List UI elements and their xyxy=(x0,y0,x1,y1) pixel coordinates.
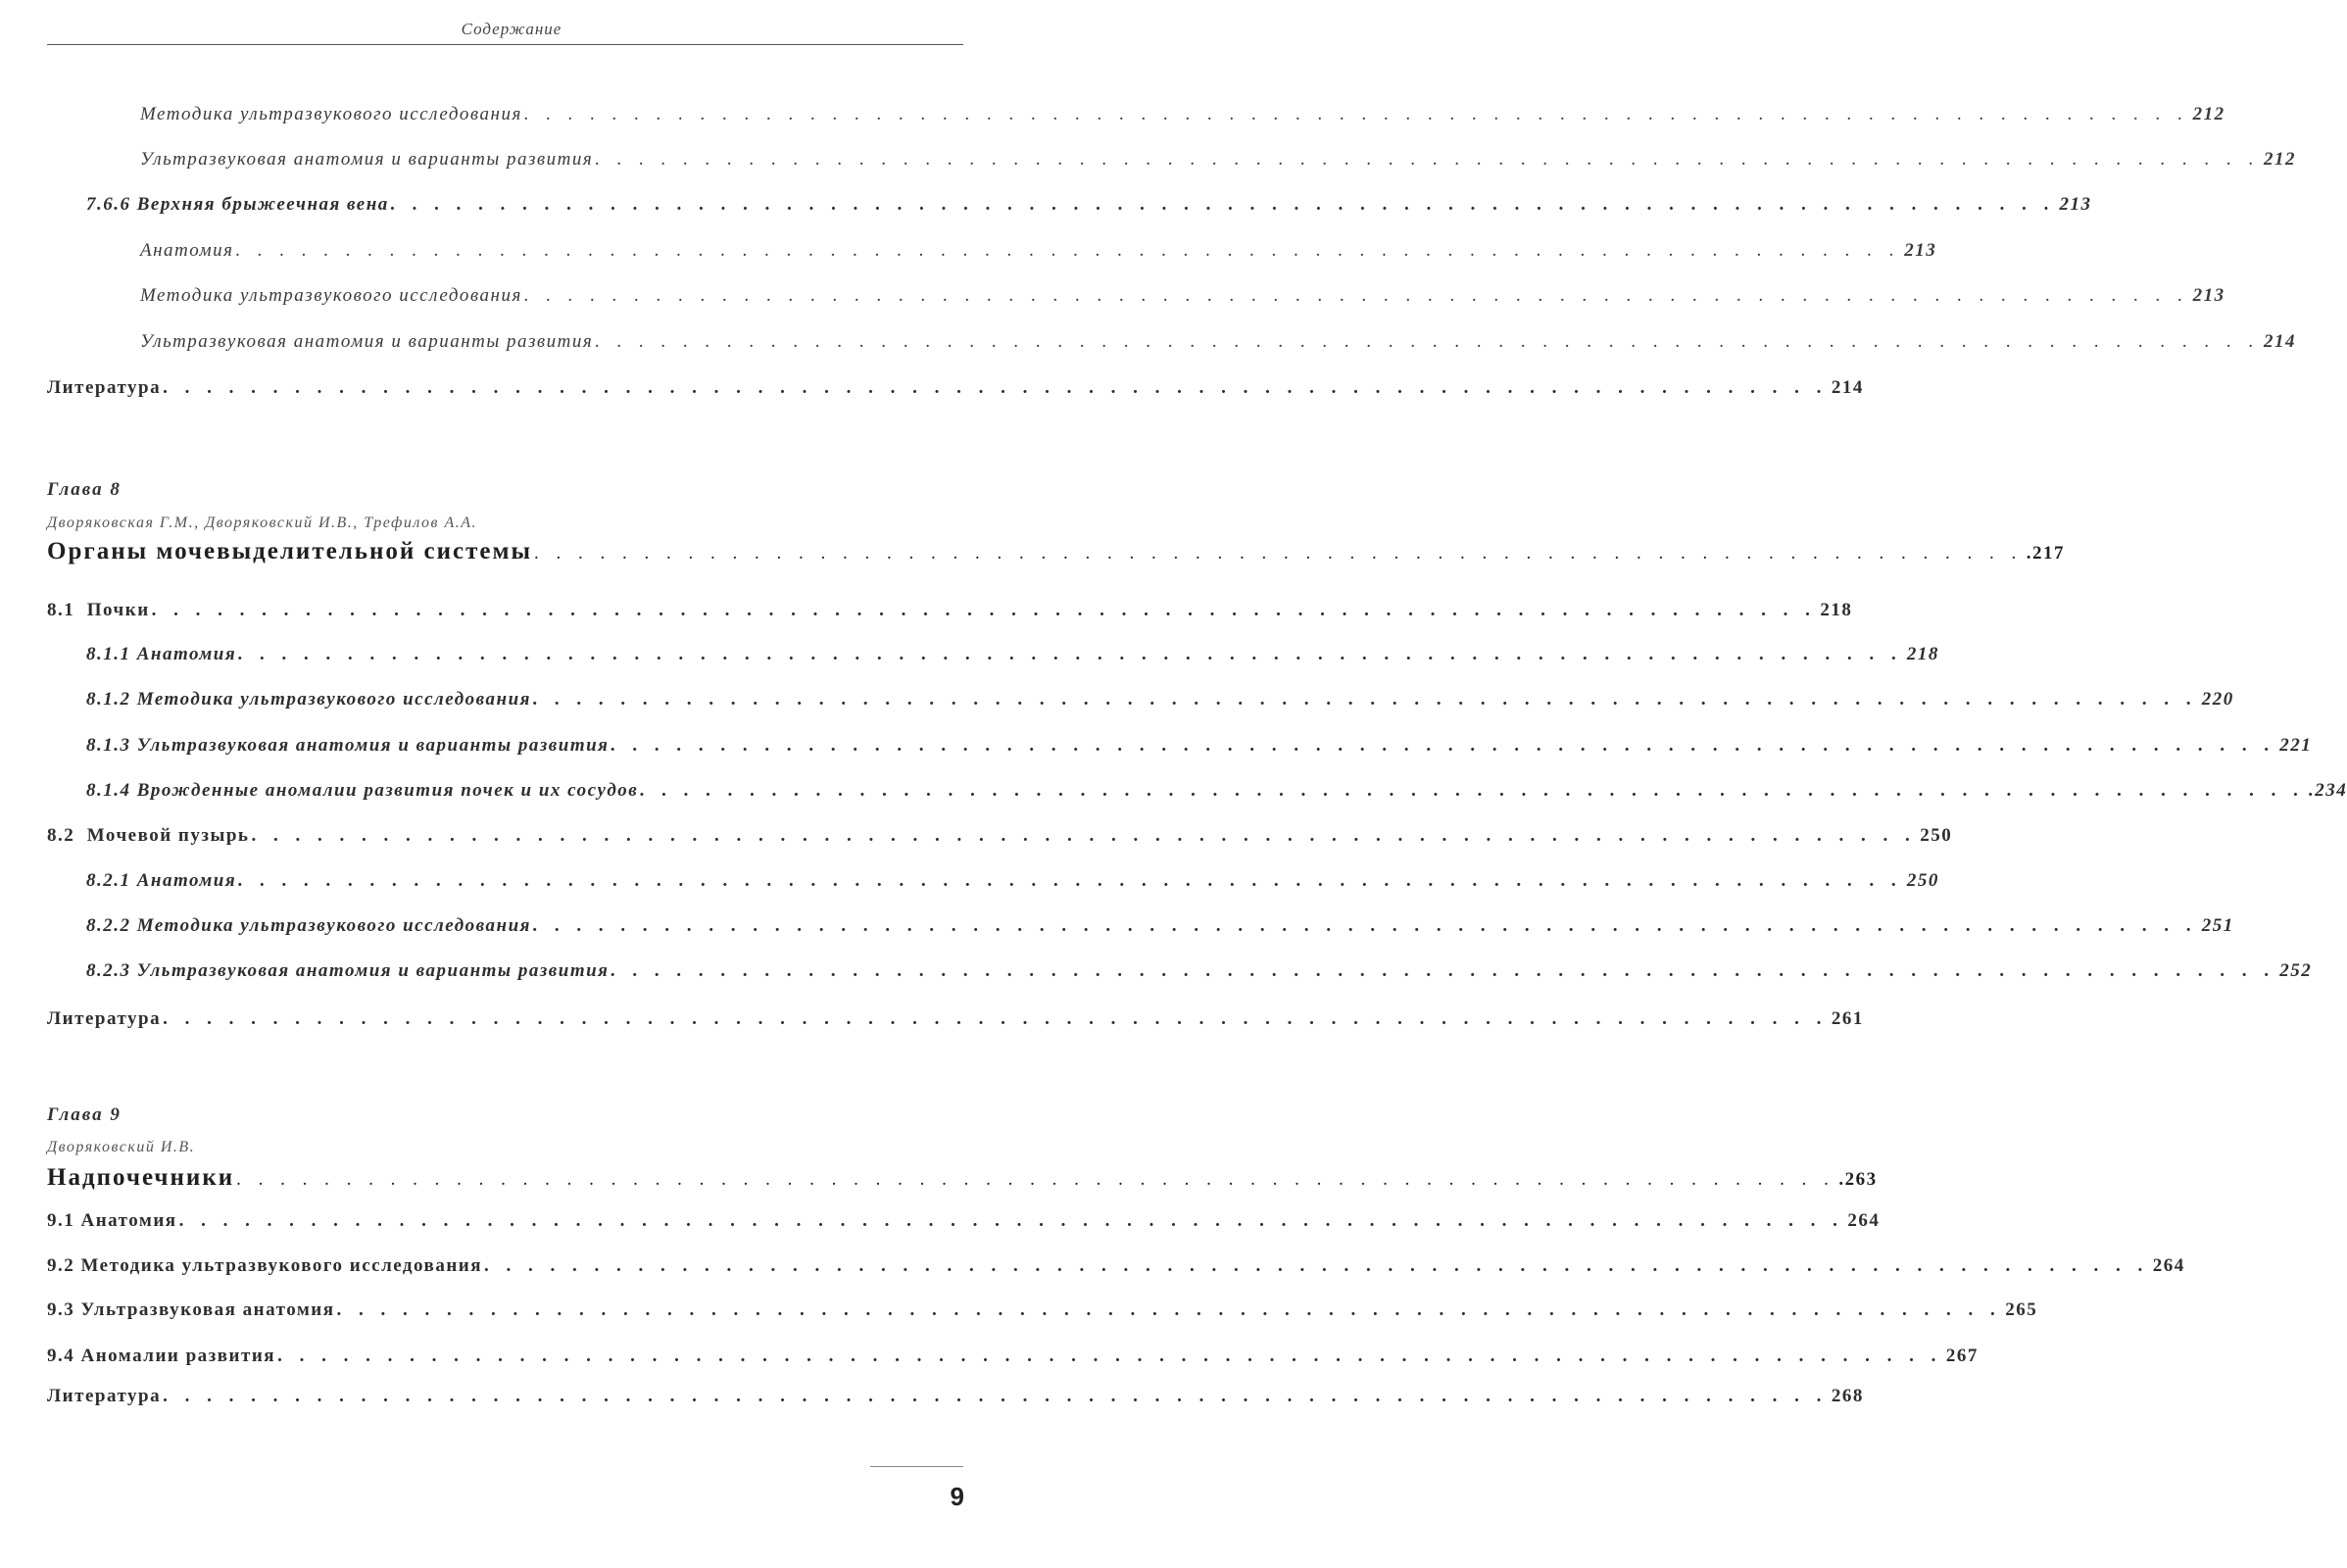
toc-entry-title: 9.2 Методика ультразвукового исследования xyxy=(47,1255,482,1276)
toc-entry-title: Анатомия xyxy=(140,240,234,261)
toc-entry-page: 214 xyxy=(1831,377,1864,398)
chapter-authors: Дворяковский И.В. xyxy=(47,1139,196,1155)
toc-entry xyxy=(47,1299,2038,1321)
toc-entry-title: 8.2.3 Ультразвуковая анатомия и варианты развития xyxy=(86,960,610,981)
leader-dots: . . . . . . . . . . . . . . . . . . . . . . . . . . . . . . . . . . . . . . . . . . . . . . . . . . . . . . . . . . . . . . . . . . . . . . . . . . . . xyxy=(178,1210,1844,1231)
toc-entry xyxy=(86,735,2313,757)
leader-dots: . . . . . . . . . . . . . . . . . . . . . . . . . . . . . . . . . . . . . . . . . . . . . . . . . . . . . . . . . . . . . . . . . . . . . . . . . . . . xyxy=(235,240,1901,261)
toc-entry-literature xyxy=(47,1008,1864,1030)
leader-dots: . . . . . . . . . . . . . . . . . . . . . . . . . . . . . . . . . . . . . . . . . . . . . . . . . . . . . . . . . . . . . . . . . . . . . . . . . . . . xyxy=(163,1386,1828,1406)
leader-dots: . . . . . . . . . . . . . . . . . . . . . . . . . . . . . . . . . . . . . . . . . . . . . . . . . . . . . . . . . . . . . . . . . . . . . . . . . . . . xyxy=(151,600,1817,620)
toc-entry-title: Литература xyxy=(47,1386,162,1406)
leader-dots: . . . . . . . . . . . . . . . . . . . . . . . . . . . . . . . . . . . . . . . . . . . . . . . . . . . . . . . . . . . . . . . . . . . . . . . . . . . . xyxy=(595,149,2260,170)
leader-dots: . . . . . . . . . . . . . . . . . . . . . . . . . . . . . . . . . . . . . . . . . . . . . . . . . . . . . . . . . . . . . . . . . . . . . . . . . . . . xyxy=(523,285,2189,306)
toc-entry xyxy=(47,600,1853,621)
folio-rule xyxy=(870,1466,963,1467)
toc-entry-title: 8.2.2 Методика ультразвукового исследования xyxy=(86,915,531,936)
toc-entry-page: 212 xyxy=(2263,149,2296,170)
toc-entry xyxy=(140,104,2225,125)
leader-dots: . . . . . . . . . . . . . . . . . . . . . . . . . . . . . . . . . . . . . . . . . . . . . . . . . . . . . . . . . . . . . . . . . . . . . . . . . . . . xyxy=(640,780,2305,801)
toc-entry-literature xyxy=(47,377,1864,399)
toc-entry-page: 214 xyxy=(2263,331,2296,352)
toc-entry xyxy=(86,644,1939,665)
toc-entry xyxy=(47,1210,1881,1232)
toc-entry-title: 8.1 Почки xyxy=(47,600,150,620)
toc-entry xyxy=(86,194,2092,216)
leader-dots: . . . . . . . . . . . . . . . . . . . . . . . . . . . . . . . . . . . . . . . . . . . . . . . . . . . . . . . . . . . . . . . . . . . . . . . . . . . . xyxy=(238,870,1903,891)
chapter-title-text: Надпочечники xyxy=(47,1164,235,1191)
toc-entry-page: 212 xyxy=(2192,104,2225,124)
toc-entry-page: 213 xyxy=(1904,240,1937,261)
chapter-label: Глава 9 xyxy=(47,1104,122,1125)
toc-entry xyxy=(86,780,2347,802)
toc-entry xyxy=(140,285,2225,307)
toc-entry-page: 251 xyxy=(2201,915,2234,936)
chapter-authors: Дворяковская Г.М., Дворяковский И.В., Трефилов А.А. xyxy=(47,514,477,531)
running-header-title: Содержание xyxy=(461,20,562,38)
toc-entry-title: 7.6.6 Верхняя брыжеечная вена xyxy=(86,194,389,215)
toc-entry-title: Ультразвуковая анатомия и варианты развития xyxy=(140,331,594,352)
leader-dots: . . . . . . . . . . . . . . . . . . . . . . . . . . . . . . . . . . . . . . . . . . . . . . . . . . . . . . . . . . . . . . . . . . . . . . . . . . . . xyxy=(532,915,2198,936)
toc-entry-page: .234 xyxy=(2309,780,2347,801)
leader-dots: . . . . . . . . . . . . . . . . . . . . . . . . . . . . . . . . . . . . . . . . . . . . . . . . . . . . . . . . . . . . . . . . . . . . . . . . . . . . xyxy=(238,644,1903,664)
leader-dots: . . . . . . . . . . . . . . . . . . . . . . . . . . . . . . . . . . . . . . . . . . . . . . . . . . . . . . . . . . . . . . . . . . . . . . . . . . . . xyxy=(277,1346,1942,1366)
toc-entry xyxy=(140,331,2296,353)
toc-entry-title: Методика ультразвукового исследования xyxy=(140,104,522,124)
toc-entry-title: 8.1.2 Методика ультразвукового исследования xyxy=(86,689,531,710)
leader-dots: . . . . . . . . . . . . . . . . . . . . . . . . . . . . . . . . . . . . . . . . . . . . . . . . . . . . . . . . . . . . . . . . . . . . . . . . . . . . xyxy=(336,1299,2002,1320)
toc-entry-page: 250 xyxy=(1906,870,1939,891)
toc-entry xyxy=(86,960,2313,982)
toc-entry-title: 8.1.1 Анатомия xyxy=(86,644,237,664)
toc-entry xyxy=(140,240,1937,262)
leader-dots: . . . . . . . . . . . . . . . . . . . . . . . . . . . . . . . . . . . . . . . . . . . . . . . . . . . . . . . . . . . . . . . . . . . . . . . . . . . . xyxy=(390,194,2056,215)
toc-entry-title: Ультразвуковая анатомия и варианты развития xyxy=(140,149,594,170)
leader-dots: . . . . . . . . . . . . . . . . . . . . . . . . . . . . . . . . . . . . . . . . . . . . . . . . . . . . . . . . . . . . . . . . . . . . . . . . . . . . xyxy=(163,1008,1828,1029)
toc-entry-title: 8.2.1 Анатомия xyxy=(86,870,237,891)
toc-entry-page: 252 xyxy=(2279,960,2313,981)
leader-dots: . . . . . . . . . . . . . . . . . . . . . . . . . . . . . . . . . . . . . . . . . . . . . . . . . . . . . . . . . . . . . . . . . . . . . . . . . . . . xyxy=(611,960,2276,981)
leader-dots: . . . . . . . . . . . . . . . . . . . . . . . . . . . . . . . . . . . . . . . . . . . . . . . . . . . . . . . . . . . . . . . . . . . . . . . . . . . . xyxy=(523,104,2189,124)
toc-entry-page: 250 xyxy=(1920,825,1953,846)
toc-entry-page: 213 xyxy=(2059,194,2092,215)
toc-entry-title: Литература xyxy=(47,1008,162,1029)
toc-entry-title: Методика ультразвукового исследования xyxy=(140,285,522,306)
toc-entry xyxy=(86,870,1939,892)
toc-entry-title: 9.3 Ультразвуковая анатомия xyxy=(47,1299,335,1320)
leader-dots: . . . . . . . . . . . . . . . . . . . . . . . . . . . . . . . . . . . . . . . . . . . . . . . . . . . . . . . . . . . . . . . . . . . . . . . . . . . . xyxy=(532,689,2198,710)
toc-entry-page: 268 xyxy=(1831,1386,1864,1406)
chapter-title xyxy=(47,1164,1878,1192)
toc-entry-title: Литература xyxy=(47,377,162,398)
leader-dots: . . . . . . . . . . . . . . . . . . . . . . . . . . . . . . . . . . . . . . . . . . . . . . . . . . . . . . . . . . . . . . . . . . . . . . . . . . . . xyxy=(163,377,1828,398)
toc-entry-page: 261 xyxy=(1831,1008,1864,1029)
toc-entry-title: 9.1 Анатомия xyxy=(47,1210,177,1231)
toc-entry-page: 264 xyxy=(2152,1255,2185,1276)
toc-entry-page: 221 xyxy=(2279,735,2313,756)
toc-entry xyxy=(86,915,2234,937)
chapter-title-text: Органы мочевыделительной системы xyxy=(47,538,533,564)
toc-entry-page: 267 xyxy=(1945,1346,1979,1366)
toc-entry-page: 220 xyxy=(2201,689,2234,710)
header-rule xyxy=(47,44,963,45)
toc-entry-literature xyxy=(47,1386,1864,1407)
leader-dots: . . . . . . . . . . . . . . . . . . . . . . . . . . . . . . . . . . . . . . . . . . . . . . . . . . . . . . . . . . . . . . . . . . . . . . . . . . . . xyxy=(611,735,2276,756)
toc-entry-title: 9.4 Аномалии развития xyxy=(47,1346,276,1366)
chapter-title xyxy=(47,538,2066,565)
chapter-title-page: .263 xyxy=(1838,1169,1878,1190)
toc-entry xyxy=(47,1255,2185,1277)
leader-dots: . . . . . . . . . . . . . . . . . . . . . . . . . . . . . . . . . . . . . . . . . . . . . . . . . . . . . . . . . . . . . . . . . . . . . . . . . xyxy=(236,1169,1835,1190)
toc-entry-page: 218 xyxy=(1820,600,1853,620)
page-number: 9 xyxy=(950,1482,964,1511)
toc-entry-title: 8.1.3 Ультразвуковая анатомия и варианты развития xyxy=(86,735,610,756)
toc-entry xyxy=(86,689,2234,710)
toc-entry-title: 8.1.4 Врожденные аномалии развития почек и их сосудов xyxy=(86,780,639,801)
leader-dots: . . . . . . . . . . . . . . . . . . . . . . . . . . . . . . . . . . . . . . . . . . . . . . . . . . . . . . . . . . . . . . . . . . . . xyxy=(534,543,2023,564)
leader-dots: . . . . . . . . . . . . . . . . . . . . . . . . . . . . . . . . . . . . . . . . . . . . . . . . . . . . . . . . . . . . . . . . . . . . . . . . . . . . xyxy=(595,331,2260,352)
leader-dots: . . . . . . . . . . . . . . . . . . . . . . . . . . . . . . . . . . . . . . . . . . . . . . . . . . . . . . . . . . . . . . . . . . . . . . . . . . . . xyxy=(251,825,1917,846)
chapter-label: Глава 8 xyxy=(47,479,122,500)
toc-entry-page: 218 xyxy=(1906,644,1939,664)
toc-entry xyxy=(140,149,2296,171)
toc-entry-page: 264 xyxy=(1847,1210,1881,1231)
leader-dots: . . . . . . . . . . . . . . . . . . . . . . . . . . . . . . . . . . . . . . . . . . . . . . . . . . . . . . . . . . . . . . . . . . . . . . . . . . . . xyxy=(484,1255,2149,1276)
toc-entry-title: 8.2 Мочевой пузырь xyxy=(47,825,250,846)
toc-entry-page: 265 xyxy=(2005,1299,2038,1320)
toc-entry xyxy=(47,825,1953,847)
toc-entry xyxy=(47,1346,1979,1367)
toc-entry-page: 213 xyxy=(2192,285,2225,306)
chapter-title-page: .217 xyxy=(2026,543,2066,564)
